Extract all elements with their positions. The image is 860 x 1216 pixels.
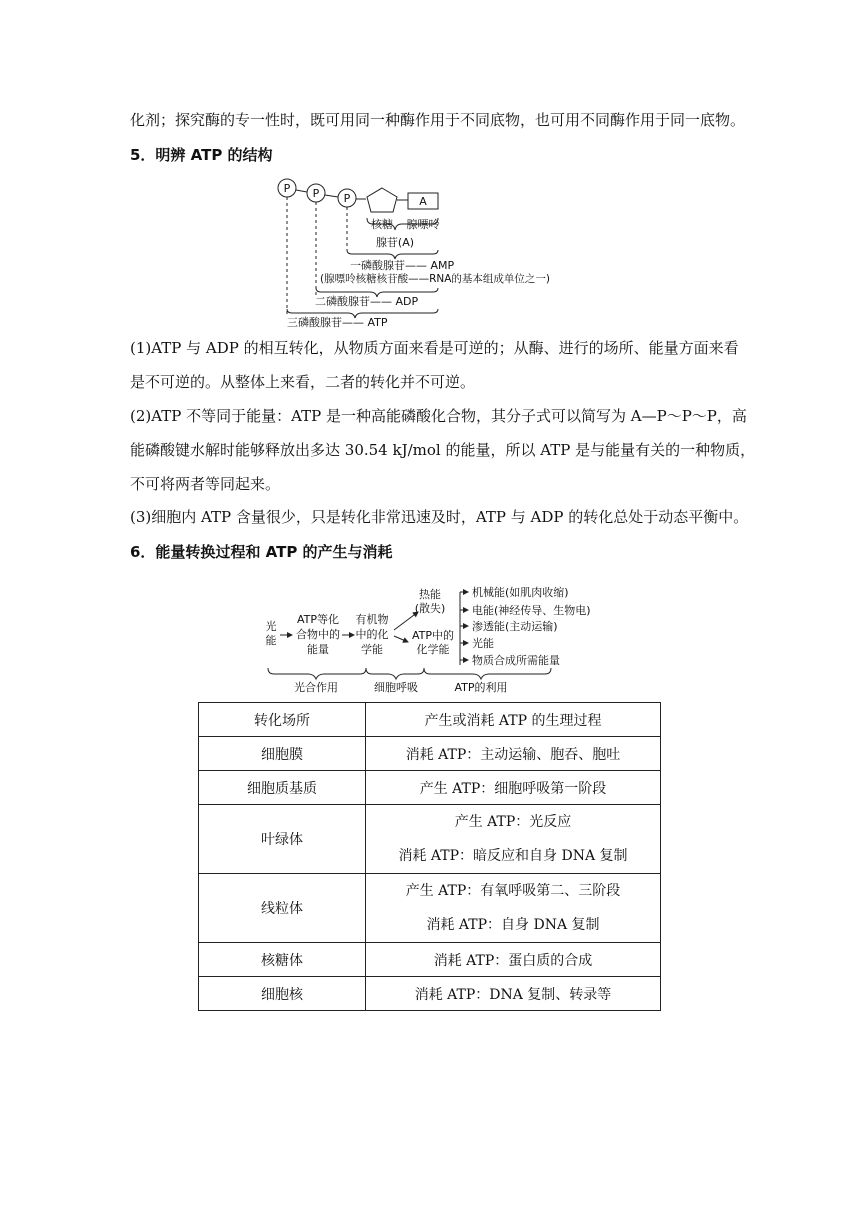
organic-3: 学能 — [361, 643, 383, 656]
light-energy-1: 光 — [265, 620, 277, 633]
heat-2: (散失) — [414, 602, 446, 615]
table-cell-site: 核糖体 — [199, 943, 366, 977]
table-row — [199, 805, 661, 874]
intro-line: 化剂；探究酶的专一性时，既可用同一种酶作用于不同底物，也可用不同酶作用于同一底物。 — [130, 111, 746, 129]
brace-atp-use: ATP的利用 — [454, 681, 508, 694]
brace-respiration: 细胞呼吸 — [374, 681, 418, 694]
process-line: 产生 ATP：光反应 — [454, 814, 572, 830]
process-line: 消耗 ATP：自身 DNA 复制 — [426, 917, 600, 933]
use-1: 机械能(如肌肉收缩) — [472, 586, 569, 599]
table-cell-site: 线粒体 — [199, 874, 366, 943]
table-row — [199, 943, 661, 977]
table-row — [199, 771, 661, 805]
organic-2: 中的化 — [355, 628, 389, 641]
table-header-row — [199, 703, 661, 737]
heat-1: 热能 — [419, 588, 441, 601]
table-row — [199, 874, 661, 943]
light-energy-2: 能 — [265, 634, 277, 647]
atp-chem-1: ATP等化 — [296, 613, 340, 626]
table-header-cell: 转化场所 — [199, 703, 366, 737]
table-cell-site: 细胞核 — [199, 977, 366, 1011]
para2-line3: 不可将两者等同起来。 — [130, 475, 281, 493]
use-5: 物质合成所需能量 — [472, 654, 560, 667]
table-header-cell: 产生或消耗 ATP 的生理过程 — [366, 703, 661, 737]
atp-table — [198, 702, 661, 1011]
brace-photosynthesis: 光合作用 — [294, 681, 338, 694]
atp-structure-diagram — [270, 170, 600, 332]
table-row — [199, 737, 661, 771]
phosphate-2: P — [312, 187, 320, 200]
use-2: 电能(神经传导、生物电) — [472, 604, 591, 617]
adp-label: 二磷酸腺苷—— ADP — [315, 295, 419, 308]
phosphate-1: P — [283, 182, 291, 195]
amp-note: (腺嘌呤核糖核苷酸——RNA的基本组成单位之一) — [320, 273, 551, 285]
table-cell-site: 细胞质基质 — [199, 771, 366, 805]
energy-conversion-diagram — [258, 578, 598, 696]
atp-chem-3: 能量 — [307, 643, 329, 656]
para3-line1: (3)细胞内 ATP 含量很少，只是转化非常迅速及时，ATP 与 ADP 的转化总处于动态平衡中。 — [130, 508, 749, 526]
amp-label: 一磷酸腺苷—— AMP — [350, 259, 455, 272]
table-cell-process: 消耗 ATP：主动运输、胞吞、胞吐 — [366, 737, 661, 771]
para1-line2: 是不可逆的。从整体上来看，二者的转化并不可逆。 — [130, 373, 476, 391]
table-row — [199, 977, 661, 1011]
table-cell-process: 产生 ATP：细胞呼吸第一阶段 — [366, 771, 661, 805]
table-cell-process: 消耗 ATP：蛋白质的合成 — [366, 943, 661, 977]
adenine-box-label: A — [419, 195, 427, 208]
adenosine-label: 腺苷(A) — [375, 236, 415, 249]
atp-in-1: ATP中的 — [411, 629, 455, 642]
table-cell-site: 细胞膜 — [199, 737, 366, 771]
section5-heading: 5．明辨 ATP 的结构 — [130, 146, 273, 164]
para1-line1: (1)ATP 与 ADP 的相互转化，从物质方面来看是可逆的；从酶、进行的场所、能量方面来看 — [130, 339, 739, 357]
table-cell-site: 叶绿体 — [199, 805, 366, 874]
table-cell-process — [366, 874, 661, 943]
atp-label: 三磷酸腺苷—— ATP — [287, 316, 388, 329]
use-4: 光能 — [472, 637, 494, 650]
atp-chem-2: 合物中的 — [296, 628, 340, 641]
section6-heading: 6．能量转换过程和 ATP 的产生与消耗 — [130, 543, 393, 561]
para2-line1: (2)ATP 不等同于能量：ATP 是一种高能磷酸化合物，其分子式可以简写为 A—P～P～P，高 — [130, 407, 747, 425]
adenine-label: 腺嘌呤 — [406, 218, 440, 231]
organic-1: 有机物 — [355, 613, 389, 626]
table-cell-process: 消耗 ATP：DNA 复制、转录等 — [366, 977, 661, 1011]
process-line: 产生 ATP：有氧呼吸第二、三阶段 — [405, 883, 621, 899]
table-cell-process — [366, 805, 661, 874]
process-line: 消耗 ATP：暗反应和自身 DNA 复制 — [398, 848, 628, 864]
phosphate-3: P — [343, 192, 351, 205]
ribose-label: 核糖 — [371, 218, 393, 231]
use-3: 渗透能(主动运输) — [472, 620, 558, 633]
para2-line2: 能磷酸键水解时能够释放出多达 30.54 kJ/mol 的能量，所以 ATP 是与能量有关的一种物质， — [130, 441, 756, 459]
atp-in-2: 化学能 — [416, 643, 450, 656]
